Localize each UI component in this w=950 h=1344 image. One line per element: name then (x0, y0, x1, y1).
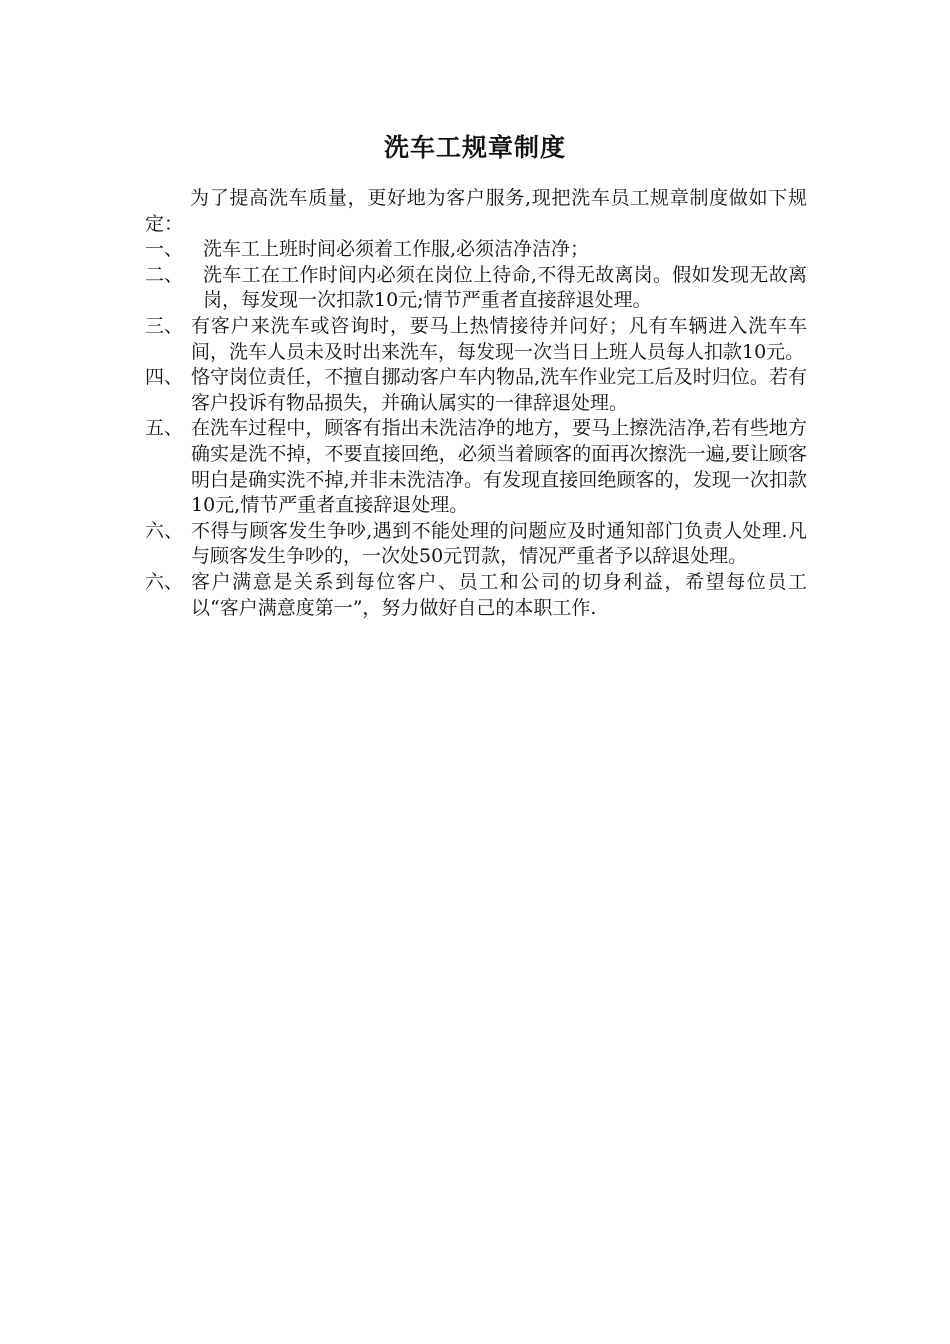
rule-text: 洗车工在工作时间内必须在岗位上待命,不得无故离岗。假如发现无故离岗，每发现一次扣款10元;情节严重者直接辞退处理。 (203, 263, 807, 312)
rule-text: 恪守岗位责任，不擅自挪动客户车内物品,洗车作业完工后及时归位。若有客户投诉有物品损失，并确认属实的一律辞退处理。 (191, 366, 807, 414)
rule-number: 二、 (145, 263, 184, 286)
rule-text: 客户满意是关系到每位客户、员工和公司的切身利益，希望每位员工以“客户满意度第一”，努力做好自己的本职工作. (191, 570, 807, 619)
rule-item (145, 314, 807, 365)
rule-item (145, 519, 807, 570)
rule-number: 四、 (145, 366, 184, 389)
document-title: 洗车工规章制度 (383, 133, 566, 162)
rule-text: 不得与顾客发生争吵,遇到不能处理的问题应及时通知部门负责人处理.凡与顾客发生争吵的，一次处50元罚款，情况严重者予以辞退处理。 (191, 519, 807, 568)
rule-number: 六、 (145, 519, 184, 542)
rule-item (145, 263, 807, 314)
rule-text: 在洗车过程中，顾客有指出未洗洁净的地方，要马上擦洗洁净,若有些地方确实是洗不掉，不要直接回绝，必须当着顾客的面再次擦洗一遍,要让顾客明白是确实洗不掉,并非未洗洁净。有发现直接回绝顾客的，发现一次扣款10元,情节严重者直接辞退处理。 (191, 417, 807, 517)
rule-item (145, 365, 807, 416)
rule-number: 六、 (145, 570, 184, 593)
rule-item (145, 416, 807, 518)
rule-text: 有客户来洗车或咨询时，要马上热情接待并问好；凡有车辆进入洗车车间，洗车人员未及时出来洗车，每发现一次当日上班人员每人扣款10元。 (191, 314, 807, 363)
document-body (145, 186, 807, 621)
rule-item (145, 570, 807, 621)
intro-paragraph: 为了提高洗车质量，更好地为客户服务,现把洗车员工规章制度做如下规定： (145, 187, 807, 235)
rule-text: 洗车工上班时间必须着工作服,必须洁净洁净； (203, 238, 590, 261)
rule-number: 一、 (145, 238, 184, 261)
rule-number: 三、 (145, 314, 184, 337)
rule-item (145, 237, 807, 263)
rule-number: 五、 (145, 417, 184, 440)
